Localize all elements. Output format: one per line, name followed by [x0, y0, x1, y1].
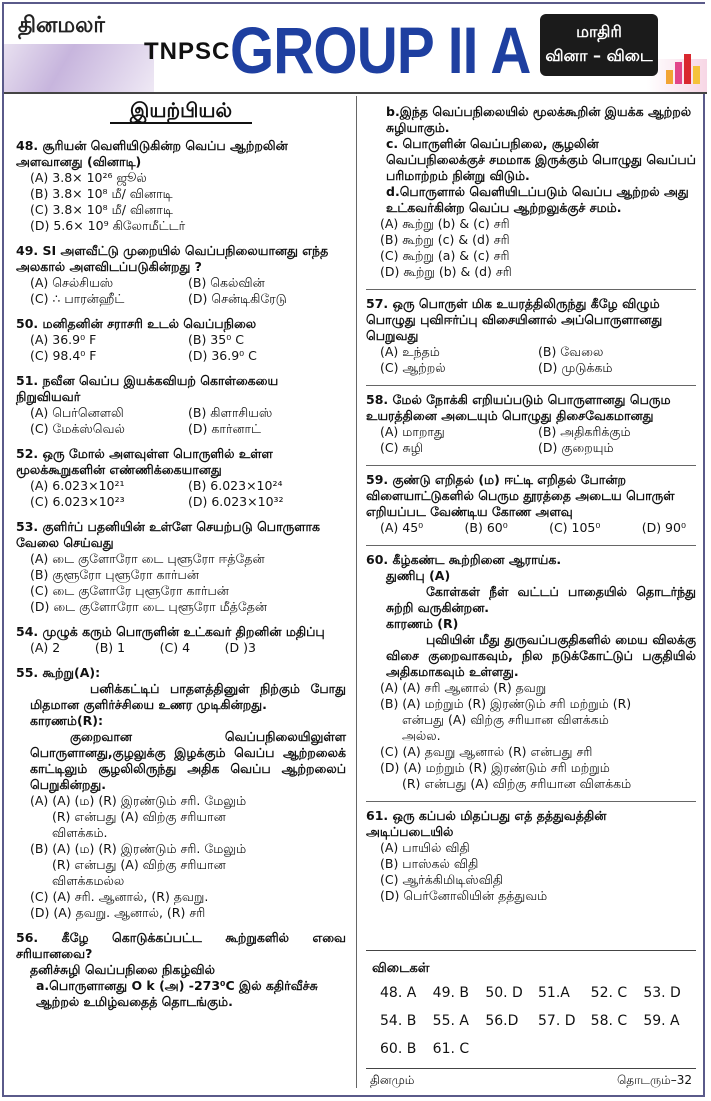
reason-text: குறைவான வெப்பநிலையிலுள்ள பொருளானது,குழலுக்கு இழக்கும் வெப்ப ஆற்றலைக் காட்டிலும் சூழலிலிருந்து அதிக வெப்ப ஆற்றலைப் பெறுகின்றது.: [30, 729, 346, 792]
question-number: 50.: [16, 316, 39, 331]
option: (A) 45⁰: [380, 520, 424, 535]
question-text: [366, 296, 696, 344]
assertion-label: கூற்று(A):: [42, 665, 101, 680]
option: (B) வேலை: [538, 344, 604, 359]
option-row: [16, 640, 346, 656]
option: (D) 36.9⁰ C: [188, 348, 257, 363]
answer-item: 52. C: [590, 985, 628, 1001]
section-title-text: இயற்பியல்: [110, 102, 252, 124]
option: (B) 3.8× 10⁸ மீ/ வினாடி: [30, 186, 173, 201]
answer-item: 51.A: [538, 985, 570, 1001]
question-number: 56.: [16, 930, 39, 945]
question-stem: குளிர்ப் பதனியின் உள்ளே செயற்படு பொருளாக வேலை செய்வது: [16, 519, 321, 550]
option: (B) கூற்று (c) & (d) சரி: [380, 232, 510, 247]
option-continued: என்பது (A) விற்கு சரியான விளக்கம்: [402, 712, 609, 727]
option: (C) 3.8× 10⁸ மீ/ வினாடி: [30, 202, 173, 217]
option-row: [16, 421, 346, 437]
option: (D) 5.6× 10⁹ கிலோமீட்டர்: [30, 218, 186, 233]
option-row: [16, 405, 346, 421]
option-row: [16, 494, 346, 510]
column-divider: [356, 96, 357, 1088]
option: (D) சென்டிகிரேடு: [188, 291, 287, 306]
page-footer: [366, 1068, 696, 1089]
option: (B) கிளாசியஸ்: [188, 405, 273, 420]
question-61: [366, 801, 696, 904]
option: (C) ஆர்க்கிமிடிஸ்விதி: [380, 872, 504, 887]
question-51: [16, 373, 346, 437]
reason-label: காரணம்(R):: [30, 713, 103, 728]
question-text: [16, 373, 346, 405]
question-56: [16, 930, 346, 1010]
question-stem: ஒரு மோல் அளவுள்ள பொருளில் உள்ள மூலக்கூறுகளின் எண்ணிக்கையானது: [16, 446, 273, 477]
question-number: 60.: [366, 552, 389, 567]
answer-item: 60. B: [380, 1041, 417, 1057]
option: (B) 1: [94, 640, 126, 655]
option: (D) டை குளோரோ டை புளூரோ மீத்தேன்: [30, 599, 267, 614]
question-stem: SI அளவீட்டு முறையில் வெப்பநிலையானது எந்த அலகால் அளவிடப்படுகின்றது ?: [16, 243, 329, 274]
option: (D) (A) மற்றும் (R) இரண்டும் சரி மற்றும்: [380, 760, 610, 775]
option: (A) டை குளோரோ டை புளூரோ ஈத்தேன்: [30, 551, 265, 566]
question-number: 51.: [16, 373, 39, 388]
option-row: [16, 291, 346, 307]
question-60: [366, 545, 696, 792]
question-number: 59.: [366, 472, 389, 487]
option-row: [366, 344, 696, 360]
question-text: [16, 665, 346, 681]
question-stem: கீழ்கண்ட கூற்றினை ஆராய்க.: [392, 552, 562, 567]
option: (C) (A) தவறு ஆனால் (R) என்பது சரி: [380, 744, 593, 759]
option: (A) பெர்னௌலி: [30, 405, 124, 420]
answer-grid: [366, 985, 696, 1057]
question-52: [16, 446, 346, 510]
option: (B) கெல்வின்: [188, 275, 265, 290]
header-banner: [4, 4, 707, 94]
left-column: [16, 96, 346, 1019]
option: (D) பெர்னோலியின் தத்துவம்: [380, 888, 548, 903]
header-decoration: [4, 44, 154, 92]
question-number: 49.: [16, 243, 39, 258]
option: (C) 98.4⁰ F: [30, 348, 97, 363]
statement-b: b.இந்த வெப்பநிலையில் மூலக்கூறின் இயக்க ஆற்றல் சுழியாகும்.: [386, 104, 692, 135]
question-number: 52.: [16, 446, 39, 461]
option: (B) 6.023×10²⁴: [188, 478, 283, 493]
option: (B) 35⁰ C: [188, 332, 244, 347]
option-row: [16, 478, 346, 494]
answer-item: 54. B: [380, 1013, 417, 1029]
question-number: 58.: [366, 392, 389, 407]
model-qa-badge: [540, 14, 658, 76]
option-row: [16, 348, 346, 364]
option: (D) 90⁰: [641, 520, 686, 535]
question-57: [366, 289, 696, 376]
question-text: [16, 930, 346, 962]
option-continued: (R) என்பது (A) விற்கு சரியான விளக்கம்: [402, 776, 632, 791]
question-55: [16, 665, 346, 921]
option: (A) 36.9⁰ F: [30, 332, 97, 347]
option: (B) அதிகரிக்கும்: [538, 424, 631, 439]
answer-item: 50. D: [485, 985, 523, 1001]
assertion-label: துணிபு (A): [386, 568, 451, 583]
question-54: [16, 624, 346, 656]
question-text: [16, 138, 346, 170]
option-continued: அல்ல.: [402, 728, 441, 743]
answer-item: 61. C: [432, 1041, 470, 1057]
question-number: 55.: [16, 665, 39, 680]
question-number: 48.: [16, 138, 39, 153]
exam-name: TNPSC: [144, 38, 231, 65]
question-number: 61.: [366, 808, 389, 823]
question-59: [366, 465, 696, 536]
question-58: [366, 385, 696, 456]
question-50: [16, 316, 346, 364]
option: (B) 60⁰: [464, 520, 508, 535]
question-stem: நவீன வெப்ப இயக்கவியற் கொள்கையை நிறுவியவர்: [16, 373, 279, 404]
option: (B) (A) மற்றும் (R) இரண்டும் சரி மற்றும் (R): [380, 696, 632, 711]
footer-right: தொடரும்–32: [616, 1073, 692, 1087]
option: (D) குறையும்: [538, 440, 614, 455]
option: (A) 6.023×10²¹: [30, 478, 125, 493]
answer-item: 58. C: [590, 1013, 628, 1029]
bar-graph-icon: [666, 50, 702, 84]
option: (D) கார்னாட்: [188, 421, 262, 436]
option: (C) 6.023×10²³: [30, 494, 125, 509]
badge-line1: மாதிரி: [576, 22, 622, 41]
question-text: [366, 392, 696, 424]
option: (C) ஆற்றல்: [380, 360, 446, 375]
option: (C) ∴ பாரன்ஹீட்: [30, 291, 125, 306]
statement-a: a.பொருளானது O k (அ) -273⁰C இல் கதிர்வீச்சு ஆற்றல் உமிழ்வதைத் தொடங்கும்.: [36, 978, 318, 1009]
question-stem: முழுக் கரும் பொருளின் உட்கவர் திறனின் மதிப்பு: [42, 624, 325, 639]
question-stem: ஒரு கப்பல் மிதப்பது எத் தத்துவத்தின் அடிப்படையில்: [366, 808, 607, 839]
option: (C) 105⁰: [549, 520, 601, 535]
option: (A) மாறாது: [380, 424, 445, 439]
option: (D) முடுக்கம்: [538, 360, 613, 375]
footer-left: தினமும்: [370, 1073, 415, 1087]
question-53: [16, 519, 346, 615]
option: (C) (A) சரி. ஆனால், (R) தவறு.: [30, 889, 209, 904]
group-title: GROUP II A: [230, 13, 531, 87]
option: (A) உந்தம்: [380, 344, 440, 359]
reason-text: புவியின் மீது துருவப்பகுதிகளில் மைய விலக்கு விசை குறைவாகவும், நில நடுக்கோட்டுப் பகுதியில் அதிகமாகவும் உள்ளது.: [386, 632, 696, 679]
option: (B) குளூரோ புளூரோ கார்பன்: [30, 567, 199, 582]
option: (B) பாஸ்கல் விதி: [380, 856, 479, 871]
option: (A) செல்சியஸ்: [30, 275, 114, 290]
answer-item: 56.D: [485, 1013, 519, 1029]
question-text: [366, 472, 696, 520]
option: (C) டை குளோரே புளூரோ கார்பன்: [30, 583, 229, 598]
option: (D) கூற்று (b) & (d) சரி: [380, 264, 512, 279]
option-row: [16, 332, 346, 348]
answer-item: 49. B: [432, 985, 469, 1001]
question-49: [16, 243, 346, 307]
dinamalar-logo: தினமலர்: [18, 12, 105, 38]
statement-c: c. பொருளின் வெப்பநிலை, சூழலின் வெப்பநிலைக்குச் சமமாக இருக்கும் பொழுது வெப்பப் பரிமாற்றம் நின்று விடும்.: [386, 136, 696, 183]
option-continued: (R) என்பது (A) விற்கு சரியான: [52, 809, 226, 824]
option: (C) 4: [159, 640, 191, 655]
option: (A) (A) (ம) (R) இரண்டும் சரி. மேலும்: [30, 793, 247, 808]
question-text: [16, 624, 346, 640]
option: (A) (A) சரி ஆனால் (R) தவறு: [380, 680, 547, 695]
question-stem: ஒரு பொருள் மிக உயரத்திலிருந்து கீழே விழும் பொழுது புவிஈர்ப்பு விசையினால் அப்பொருளானது பெறுவது: [366, 296, 663, 343]
assertion-text: பனிக்கட்டிப் பாதளத்தினுள் நிற்கும் போது மிதமான குளிர்ச்சியை உணர முடிகின்றது.: [30, 681, 346, 712]
question-number: 57.: [366, 296, 389, 311]
option-row: [366, 360, 696, 376]
option: (C) கூற்று (a) & (c) சரி: [380, 248, 510, 263]
option: (A) பாயில் விதி: [380, 840, 470, 855]
answer-item: 55. A: [432, 1013, 469, 1029]
option: (C) சுழி: [380, 440, 423, 455]
option-row: [366, 440, 696, 456]
option-continued: (R) என்பது (A) விற்கு சரியான: [52, 857, 226, 872]
option: (D) 6.023×10³²: [188, 494, 284, 509]
answer-item: 53. D: [643, 985, 681, 1001]
option-continued: விளக்கம்.: [52, 825, 108, 840]
assertion-text: கோள்கள் நீள் வட்டப் பாதையில் தொடர்ந்து சுற்றி வருகின்றன.: [386, 584, 696, 615]
option-continued: விளக்கமல்ல: [52, 873, 125, 888]
right-column: [366, 104, 696, 913]
option: (D) (A) தவறு. ஆனால், (R) சரி: [30, 905, 206, 920]
option: (C) மேக்ஸ்வெல்: [30, 421, 125, 436]
question-subtitle: தனிச்சுழி வெப்பநிலை நிகழ்வில்: [30, 962, 216, 977]
option: (A) 3.8× 10²⁶ ஜூல்: [30, 170, 147, 185]
question-text: [16, 243, 346, 275]
answer-item: 48. A: [380, 985, 417, 1001]
question-stem: குண்டு எறிதல் (ம) ஈட்டி எறிதல் போன்ற விளையாட்டுகளில் பெரும தூரத்தை அடைய பொருள் எறியப்பட வேண்டிய கோண அளவு: [366, 472, 675, 519]
option: (D )3: [224, 640, 256, 655]
question-text: [366, 808, 696, 840]
question-text: [16, 446, 346, 478]
question-stem: சூரியன் வெளியிடுகின்ற வெப்ப ஆற்றலின் அளவானது (வினாடி): [16, 138, 288, 169]
reason-label: காரணம் (R): [386, 616, 459, 631]
answer-item: 57. D: [538, 1013, 576, 1029]
option: (B) (A) (ம) (R) இரண்டும் சரி. மேலும்: [30, 841, 247, 856]
question-number: 54.: [16, 624, 39, 639]
section-title: [16, 98, 346, 124]
question-text: [16, 519, 346, 551]
question-48: [16, 138, 346, 234]
badge-line2: வினா – விடை: [545, 46, 653, 65]
answer-item: 59. A: [643, 1013, 680, 1029]
option-row: [366, 424, 696, 440]
option-row: [16, 275, 346, 291]
statement-d: d.பொருளால் வெளியிடப்படும் வெப்ப ஆற்றல் அது உட்கவர்கின்ற வெப்ப ஆற்றலுக்குச் சமம்.: [386, 184, 689, 215]
question-stem: மேல் நோக்கி எறியப்படும் பொருளானது பெரும உயரத்தினை அடையும் பொழுது திசைவேகமானது: [366, 392, 671, 423]
question-stem: மனிதனின் சராசரி உடல் வெப்பநிலை: [42, 316, 257, 331]
option: (A) 2: [30, 640, 61, 655]
option: (A) கூற்று (b) & (c) சரி: [380, 216, 510, 231]
question-stem: கீழே கொடுக்கப்பட்ட கூற்றுகளில் எவை சரியானவை?: [16, 930, 346, 961]
answer-key: [366, 950, 696, 1057]
question-56-continued: [366, 104, 696, 280]
answer-key-title: விடைகள்: [372, 961, 430, 976]
question-text: [366, 552, 696, 568]
question-number: 53.: [16, 519, 39, 534]
option-row: [366, 520, 696, 536]
question-text: [16, 316, 346, 332]
